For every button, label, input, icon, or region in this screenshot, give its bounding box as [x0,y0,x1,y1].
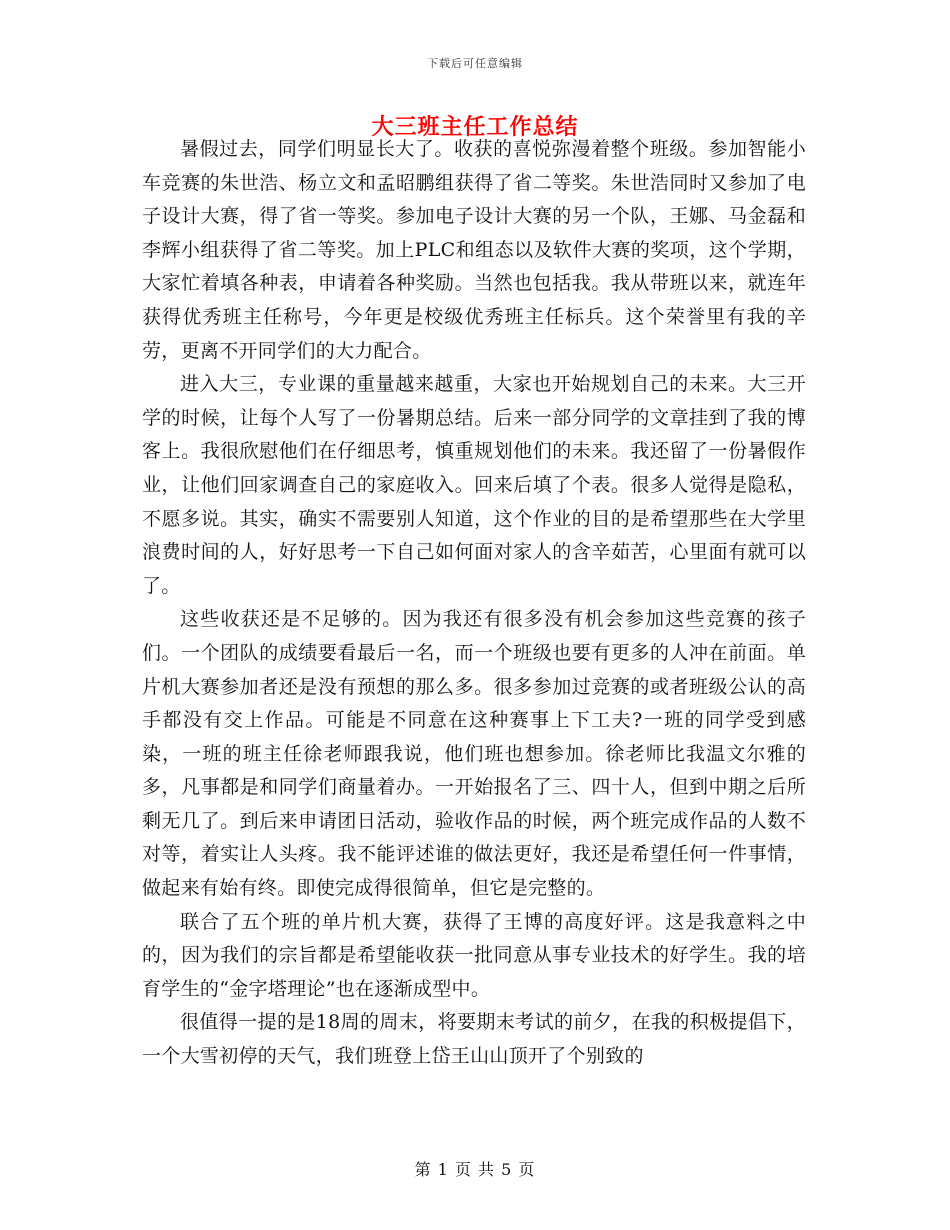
header-note: 下载后可任意编辑 [427,57,523,70]
paragraph-1: 暑假过去，同学们明显长大了。收获的喜悦弥漫着整个班级。参加智能小车竞赛的朱世浩、杨立文和孟昭鹏组获得了省二等奖。朱世浩同时又参加了电子设计大赛，得了省一等奖。参加电子设计大赛的另一个队，王娜、马金磊和李辉小组获得了省二等奖。加上PLC和组态以及软件大赛的奖项，这个学期，大家忙着填各种表，申请着各种奖励。当然也包括我。我从带班以来，就连年获得优秀班主任称号，今年更是校级优秀班主任标兵。这个荣誉里有我的辛劳，更离不开同学们的大力配合。 [142,138,806,362]
paragraph-4: 联合了五个班的单片机大赛，获得了王博的高度好评。这是我意料之中的，因为我们的宗旨都是希望能收获一批同意从事专业技术的好学生。我的培育学生的“金字塔理论”也在逐渐成型中。 [142,910,806,1000]
paragraph-2: 进入大三，专业课的重量越来越重，大家也开始规划自己的未来。大三开学的时候，让每个人写了一份暑期总结。后来一部分同学的文章挂到了我的博客上。我很欣慰他们在仔细思考，慎重规划他们的未来。我还留了一份暑假作业，让他们回家调查自己的家庭收入。回来后填了个表。很多人觉得是隐私，不愿多说。其实，确实不需要别人知道，这个作业的目的是希望那些在大学里浪费时间的人，好好思考一下自己如何面对家人的含辛茹苦，心里面有就可以了。 [142,373,806,597]
paragraph-5: 很值得一提的是18周的周末，将要期末考试的前夕，在我的积极提倡下，一个大雪初停的天气，我们班登上岱王山山顶开了个别致的 [142,1011,806,1068]
document-title: 大三班主任工作总结 [371,114,579,140]
page-footer: 第 1 页 共 5 页 [414,1160,536,1179]
paragraph-3: 这些收获还是不足够的。因为我还有很多没有机会参加这些竞赛的孩子们。一个团队的成绩要看最后一名，而一个班级也要有更多的人冲在前面。单片机大赛参加者还是没有预想的那么多。很多参加过竞赛的或者班级公认的高手都没有交上作品。可能是不同意在这种赛事上下工夫?一班的同学受到感染，一班的班主任徐老师跟我说，他们班也想参加。徐老师比我温文尔雅的多，凡事都是和同学们商量着办。一开始报名了三、四十人，但到中期之后所剩无几了。到后来申请团日活动，验收作品的时候，两个班完成作品的人数不对等，着实让人头疼。我不能评述谁的做法更好，我还是希望任何一件事情，做起来有始有终。即使完成得很简单，但它是完整的。 [142,608,806,900]
document-body [142,133,806,1074]
